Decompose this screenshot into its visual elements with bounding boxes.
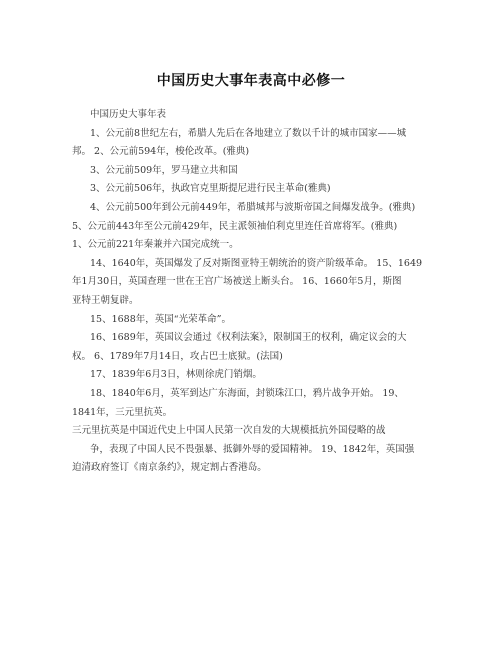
text-line: 14、1640年，英国爆发了反对斯图亚特王朝统治的资产阶级革命。 15、1649	[90, 257, 423, 269]
text-line: 三元里抗英是中国近代史上中国人民第一次自发的大规模抵抗外国侵略的战	[72, 425, 386, 437]
text-line: 亚特王朝复辟。	[72, 294, 139, 306]
text-line: 17、1839年6月3日，林则徐虎门销烟。	[90, 369, 262, 381]
text-line: 年1月30日，英国查理一世在王宫广场被送上断头台。 16、1660年5月，斯图	[72, 276, 402, 288]
text-line: 争，表现了中国人民不畏强暴、抵御外辱的爱国精神。 19、1842年，英国强	[90, 443, 415, 455]
text-line: 权。 6、1789年7月14日，攻占巴士底狱。(法国)	[72, 350, 283, 362]
text-line: 1841年，三元里抗英。	[72, 406, 173, 418]
text-line: 15、1688年，英国“光荣革命”。	[90, 313, 231, 325]
text-line: 5、公元前443年至公元前429年，民主派领袖伯利克里连任首席将军。(雅典)	[72, 220, 398, 232]
text-line: 3、公元前509年，罗马建立共和国	[90, 164, 238, 176]
text-line: 迫清政府签订《南京条约》，规定割占香港岛。	[72, 462, 267, 474]
text-line: 16、1689年，英国议会通过《权利法案》，限制国王的权利，确定议会的大	[90, 332, 407, 344]
text-line: 18、1840年6月，英军到达广东海面，封锁珠江口，鸦片战争开始。 19、	[90, 387, 404, 399]
text-line: 1、公元前8世纪左右，希腊人先后在各地建立了数以千计的城市国家——城	[90, 127, 407, 139]
document-title: 中国历史大事年表高中必修一	[156, 73, 346, 89]
text-line: 4、公元前500年到公元前449年，希腊城邦与波斯帝国之间爆发战争。(雅典)	[90, 201, 416, 213]
document-body	[72, 106, 434, 478]
text-line: 3、公元前506年，执政官克里斯提尼进行民主革命(雅典)	[90, 183, 331, 195]
text-line: 邦。 2、公元前594年，梭伦改革。(雅典)	[72, 146, 250, 158]
text-line: 中国历史大事年表	[90, 109, 167, 120]
text-line: 1、公元前221年秦兼并六国完成统一。	[72, 239, 239, 251]
